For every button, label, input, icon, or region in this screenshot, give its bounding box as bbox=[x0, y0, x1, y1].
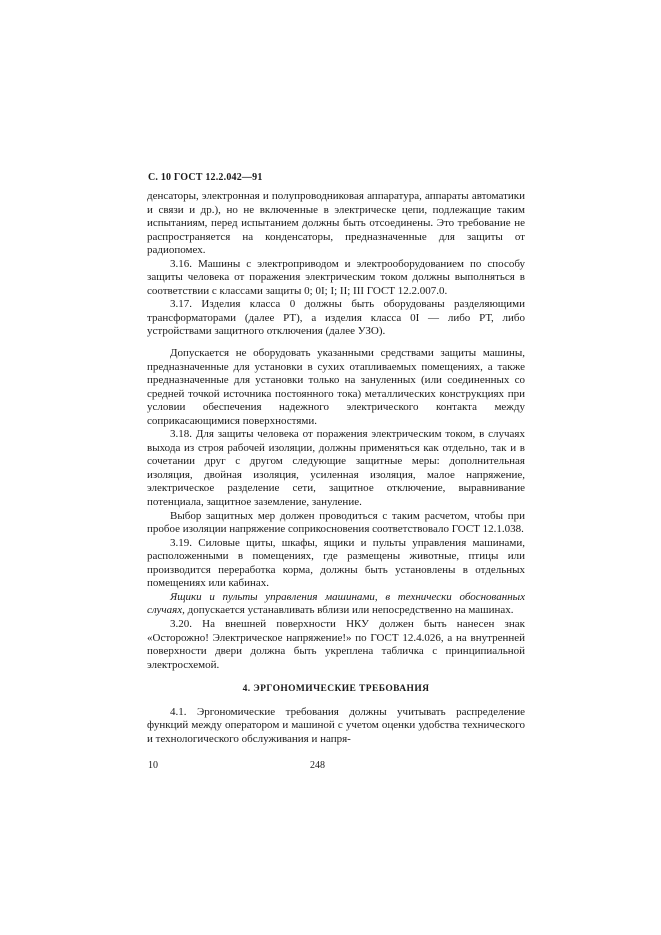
clause-3-19-note bbox=[147, 591, 525, 618]
paragraph-continuation: денсаторы, электронная и полупроводниковая аппаратура, аппараты автоматики и связи и др.), но не включенные в электрическе цепи, подлежащие таким испытаниям, перед испытанием должны быть отсоединены. Это требование не распространяется на конденсаторы, предназначенные для защиты от радиопомех. bbox=[147, 190, 525, 257]
clause-3-16: 3.16. Машины с электроприводом и электрооборудованием по способу защиты человека от поражения электрическим током должны выполняться в соответствии с классами защиты 0; 0I; I; II; III ГОСТ 12.2.007.0. bbox=[147, 257, 525, 297]
clause-3-18-note: Выбор защитных мер должен проводиться с таким расчетом, чтобы при пробое изоляции напряжение соприкосновения соответствовало ГОСТ 12.1.038. bbox=[147, 509, 525, 536]
body-text bbox=[147, 190, 525, 746]
clause-3-19-note-italic: Ящики и пульты управления машинами, в технически обоснованных случаях, bbox=[147, 590, 525, 617]
running-header: С. 10 ГОСТ 12.2.042—91 bbox=[148, 172, 263, 183]
clause-3-19-note-rest: допускается устанавливать вблизи или непосредственно на машинах. bbox=[184, 604, 514, 617]
section-heading: 4. ЭРГОНОМИЧЕСКИЕ ТРЕБОВАНИЯ bbox=[242, 684, 430, 695]
footer-page-number: 10 bbox=[148, 760, 158, 771]
clause-3-20: 3.20. На внешней поверхности НКУ должен быть нанесен знак «Осторожно! Электрическое напряжение!» по ГОСТ 12.4.026, а на внутренней поверхности двери должна быть укреплена табличка с принципиальной электросхемой. bbox=[147, 617, 525, 671]
clause-3-17: 3.17. Изделия класса 0 должны быть оборудованы разделяющими трансформаторами (далее РТ), а изделия класса 0I — либо РТ, либо устройствами защитного отключения (далее УЗО). bbox=[147, 298, 525, 338]
clause-4-1: 4.1. Эргономические требования должны учитывать распределение функций между оператором и машиной с учетом оценки удобства технического и технологического обслуживания и напря- bbox=[147, 705, 525, 745]
footer-sheet-number: 248 bbox=[310, 760, 325, 771]
clause-3-18: 3.18. Для защиты человека от поражения электрическим током, в случаях выхода из строя рабочей изоляции, должны применяться как отдельно, так и в сочетании друг с другом следующие защитные меры: дополнительная изоляция, двойная изоляция, усиленная изоляция, малое напряжение, электрическое разделение сети, защитное отключение, выравнивание потенциала, защитное заземление, зануление. bbox=[147, 428, 525, 509]
clause-3-19: 3.19. Силовые щиты, шкафы, ящики и пульты управления машинами, расположенными в помещениях, где размещены животные, птицы или производится переработка корма, должны быть установлены в отдельных помещениях или кабинах. bbox=[147, 536, 525, 590]
clause-3-17-note: Допускается не оборудовать указанными средствами защиты машины, предназначенные для установки в сухих отапливаемых помещениях, а также предназначенные для установки только на зануленных (или соединенных со средней точкой источника постоянного тока) металлических конструкциях при условии обеспечения надежного электрического контакта между соприкасающимися поверхностями. bbox=[147, 347, 525, 427]
